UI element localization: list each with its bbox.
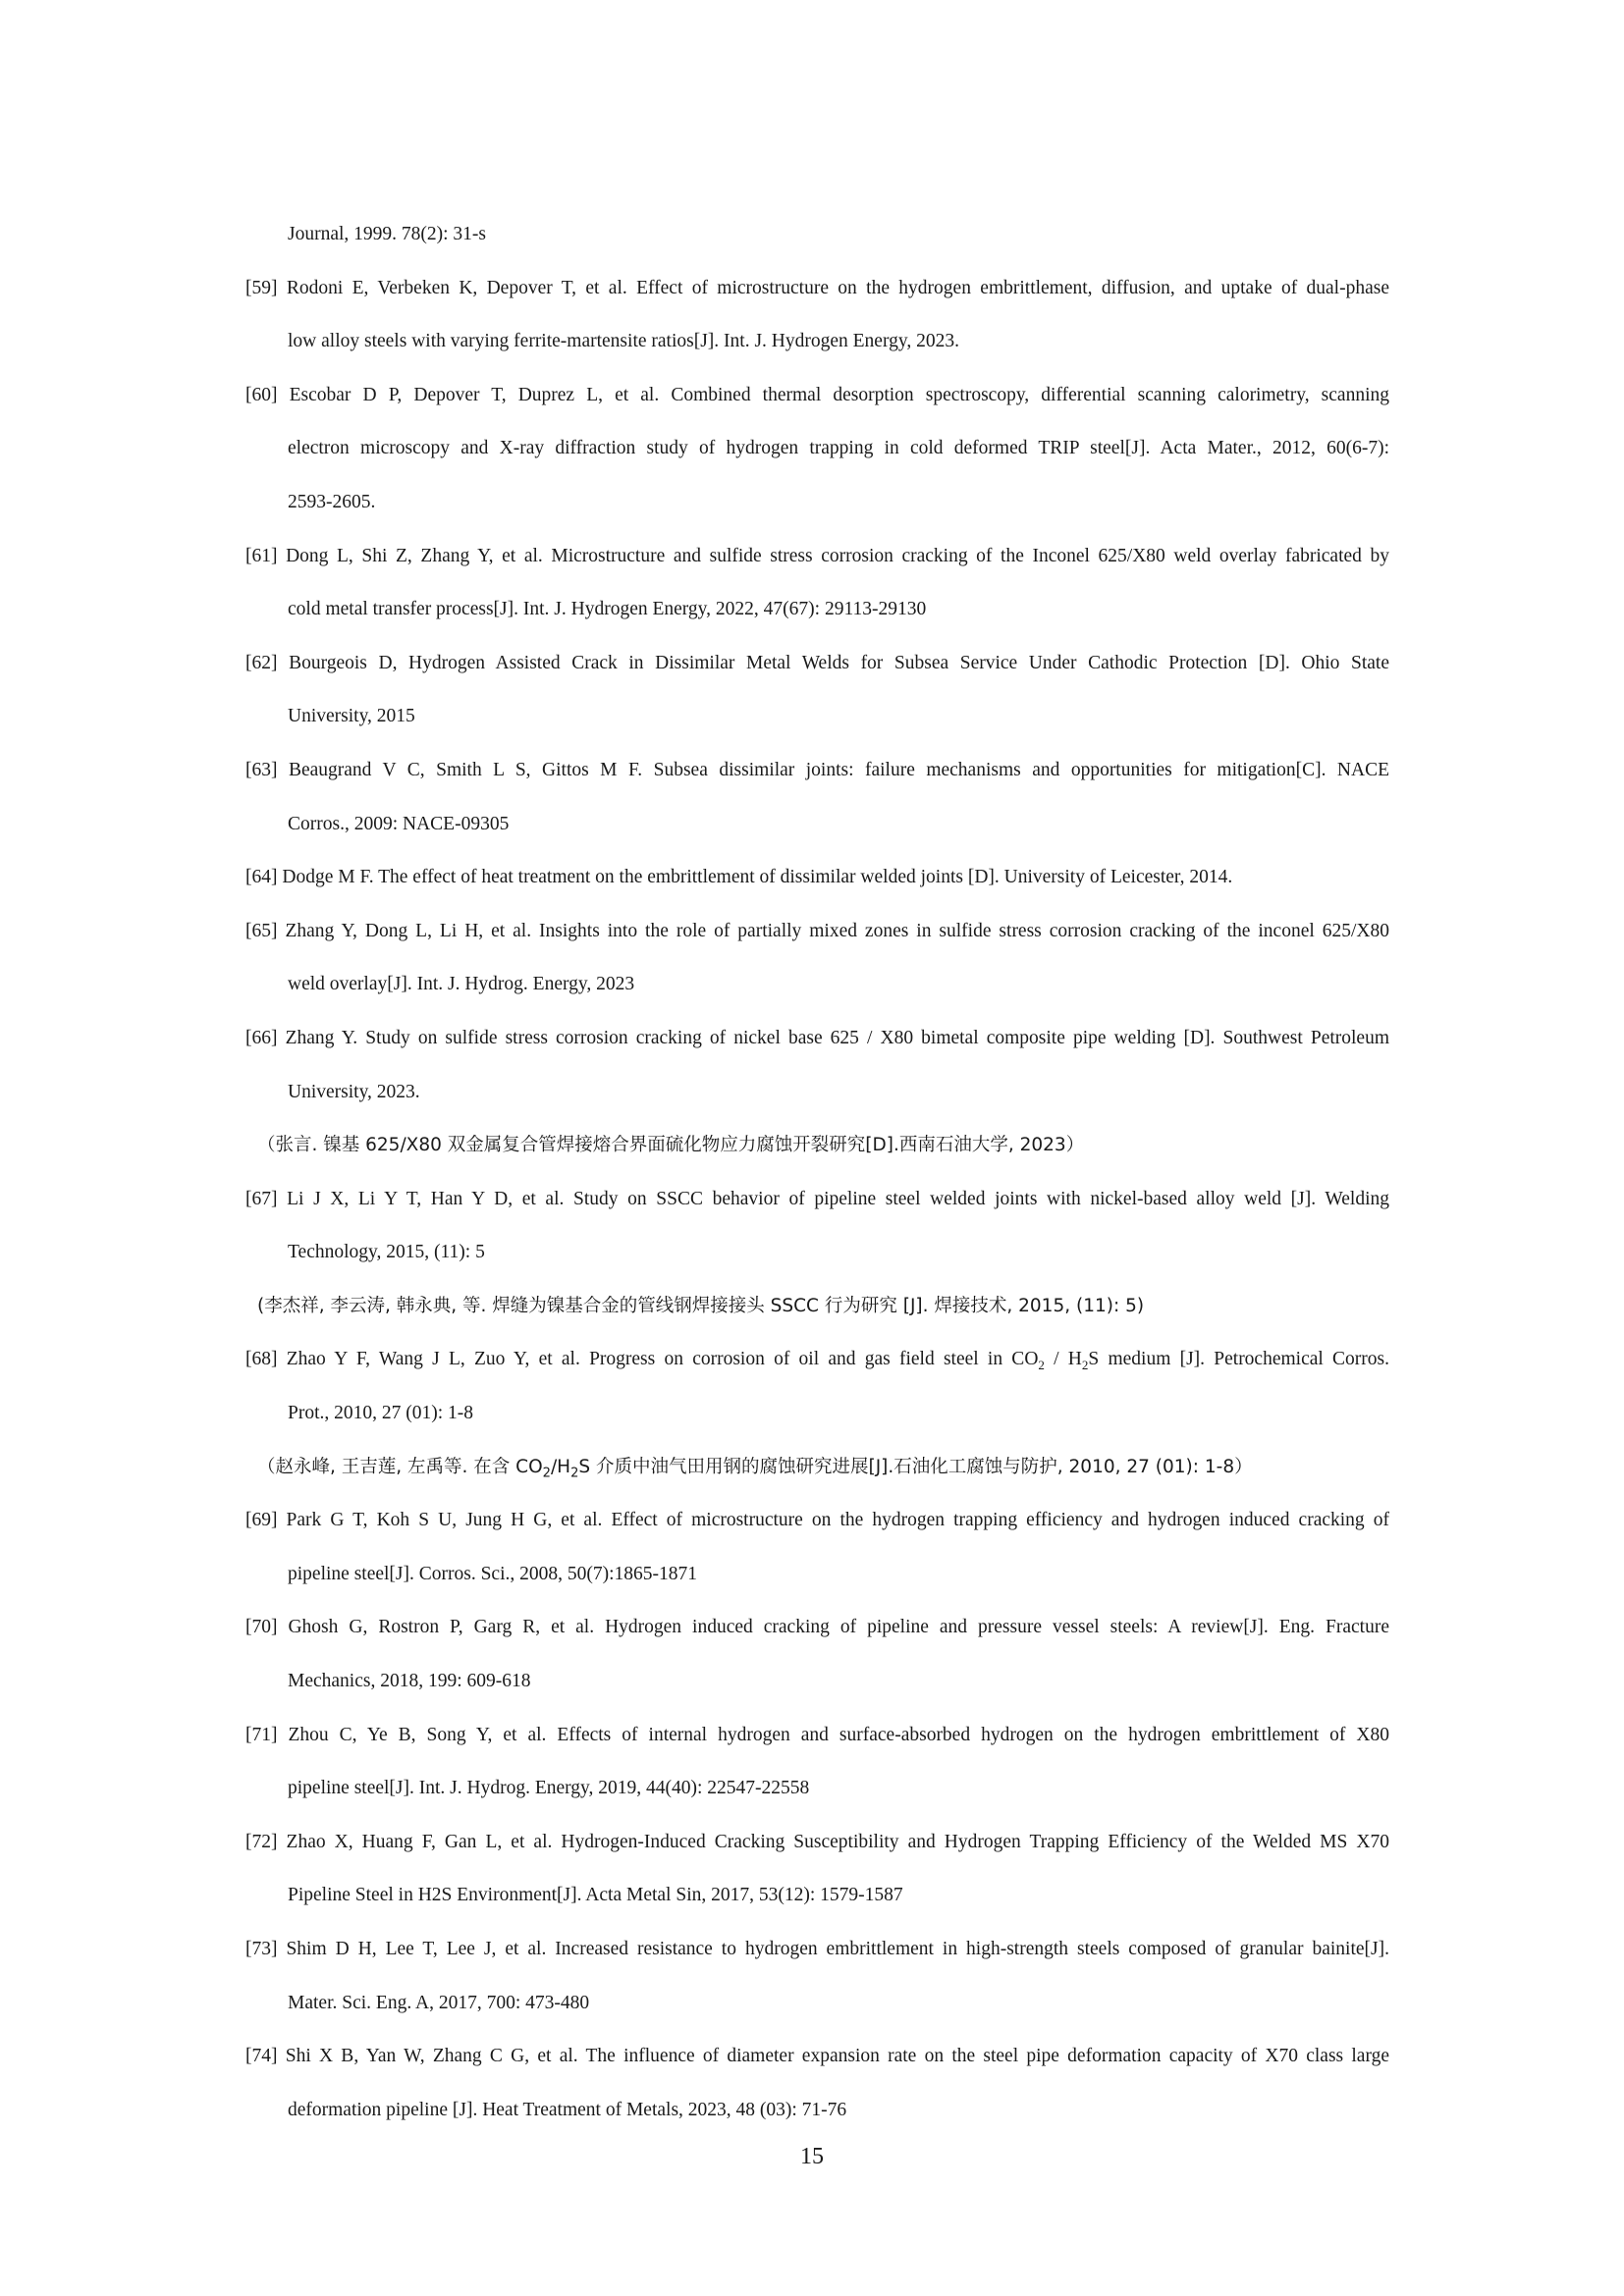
reference-line: [72] Zhao X, Huang F, Gan L, et al. Hydrogen-Induced Cracking Susceptibility and Hydrogen Trapping Efficiency of the Welded MS X70 [245, 1831, 1389, 1852]
reference-line: Prot., 2010, 27 (01): 1-8 [288, 1403, 474, 1424]
reference-line: Technology, 2015, (11): 5 [288, 1242, 485, 1263]
reference-line: [66] Zhang Y. Study on sulfide stress corrosion cracking of nickel base 625 / X80 bimetal composite pipe welding [D]. Southwest Petroleum [245, 1027, 1389, 1048]
reference-line: [73] Shim D H, Lee T, Lee J, et al. Increased resistance to hydrogen embrittlement in high-strength steels composed of granular bainite[J]. [245, 1939, 1389, 1959]
reference-line: [67] Li J X, Li Y T, Han Y D, et al. Study on SSCC behavior of pipeline steel welded joints with nickel-based alloy weld [J]. Welding [245, 1188, 1389, 1209]
reference-entry [245, 744, 1389, 851]
reference-entry [245, 1709, 1389, 1816]
reference-line: [59] Rodoni E, Verbeken K, Depover T, et al. Effect of microstructure on the hydrogen embrittlement, diffusion, and uptake of dual-phase [245, 277, 1389, 298]
reference-entry [245, 1012, 1389, 1173]
reference-line: pipeline steel[J]. Int. J. Hydrog. Energy, 2019, 44(40): 22547-22558 [288, 1778, 810, 1799]
reference-line: Pipeline Steel in H2S Environment[J]. Acta Metal Sin, 2017, 53(12): 1579-1587 [288, 1885, 903, 1906]
reference-line: electron microscopy and X-ray diffraction study of hydrogen trapping in cold deformed TRIP steel[J]. Acta Mater., 2012, 60(6-7): [288, 438, 1389, 459]
reference-entry [245, 1494, 1389, 1601]
page-number: 15 [800, 2144, 824, 2169]
reference-line: deformation pipeline [J]. Heat Treatment of Metals, 2023, 48 (03): 71-76 [288, 2099, 847, 2120]
reference-entry [245, 1173, 1389, 1334]
reference-translation-line: （赵永峰, 王吉莲, 左禹等. 在含 $CO_2/H_2S$ 介质中油气田用钢的腐蚀研究进展[J].石油化工腐蚀与防护, 2010, 27 (01): 1-8） [257, 1456, 1253, 1481]
reference-line: [65] Zhang Y, Dong L, Li H, et al. Insights into the role of partially mixed zones in sulfide stress corrosion cracking of the inconel 625/X80 [245, 920, 1389, 941]
reference-entry [245, 262, 1389, 369]
reference-line: low alloy steels with varying ferrite-martensite ratios[J]. Int. J. Hydrogen Energy, 2023. [288, 331, 959, 352]
reference-entry [245, 369, 1389, 530]
reference-entry [245, 905, 1389, 1012]
reference-line: Corros., 2009: NACE-09305 [288, 813, 510, 834]
reference-line: Mechanics, 2018, 199: 609-618 [288, 1671, 531, 1692]
reference-entry [245, 1923, 1389, 2030]
reference-list [245, 208, 1389, 2137]
reference-entry [245, 208, 1389, 262]
reference-entry [245, 1333, 1389, 1494]
reference-translation-line: (李杰祥, 李云涛, 韩永典, 等. 焊缝为镍基合金的管线钢焊接接头 SSCC 行为研究 [J]. 焊接技术, 2015, (11): 5) [257, 1295, 1145, 1316]
reference-entry [245, 851, 1389, 905]
reference-line: cold metal transfer process[J]. Int. J. Hydrogen Energy, 2022, 47(67): 29113-29130 [288, 599, 927, 620]
reference-line: [62] Bourgeois D, Hydrogen Assisted Crack in Dissimilar Metal Welds for Subsea Service Under Cathodic Protection [D]. Ohio State [245, 652, 1389, 673]
reference-line: [71] Zhou C, Ye B, Song Y, et al. Effects of internal hydrogen and surface-absorbed hydrogen on the hydrogen embrittlement of X80 [245, 1724, 1389, 1745]
reference-line: [60] Escobar D P, Depover T, Duprez L, et al. Combined thermal desorption spectroscopy, differential scanning calorimetry, scanning [245, 384, 1389, 405]
reference-line: [74] Shi X B, Yan W, Zhang C G, et al. The influence of diameter expansion rate on the steel pipe deformation capacity of X70 class large [245, 2046, 1389, 2067]
reference-line: Journal, 1999. 78(2): 31-s [288, 224, 487, 244]
reference-line: [64] Dodge M F. The effect of heat treatment on the embrittlement of dissimilar welded joints [D]. University of Leicester, 2014. [245, 867, 1233, 888]
reference-entry [245, 2030, 1389, 2137]
reference-line: 2593-2605. [288, 491, 376, 512]
reference-line: University, 2023. [288, 1081, 420, 1102]
reference-line: [63] Beaugrand V C, Smith L S, Gittos M F. Subsea dissimilar joints: failure mechanisms and opportunities for mitigation[C]. NACE [245, 759, 1389, 780]
reference-line: weld overlay[J]. Int. J. Hydrog. Energy, 2023 [288, 974, 635, 995]
reference-line: pipeline steel[J]. Corros. Sci., 2008, 50(7):1865-1871 [288, 1563, 698, 1584]
reference-entry [245, 637, 1389, 744]
reference-entry [245, 1601, 1389, 1708]
reference-entry [245, 530, 1389, 637]
reference-translation-line: （张言. 镍基 625/X80 双金属复合管焊接熔合界面硫化物应力腐蚀开裂研究[D].西南石油大学, 2023） [257, 1135, 1085, 1156]
reference-line: University, 2015 [288, 706, 415, 727]
reference-line: [61] Dong L, Shi Z, Zhang Y, et al. Microstructure and sulfide stress corrosion cracking of the Inconel 625/X80 weld overlay fabricated by [245, 545, 1389, 566]
reference-line: [70] Ghosh G, Rostron P, Garg R, et al. Hydrogen induced cracking of pipeline and pressure vessel steels: A review[J]. Eng. Fracture [245, 1617, 1389, 1638]
reference-line: [69] Park G T, Koh S U, Jung H G, et al. Effect of microstructure on the hydrogen trapping efficiency and hydrogen induced cracking of [245, 1510, 1389, 1531]
reference-line: [68] Zhao Y F, Wang J L, Zuo Y, et al. Progress on corrosion of oil and gas field steel in $CO_2 / H_2S$ medium [J]. Petrochemical Corros. [245, 1349, 1389, 1373]
reference-line: Mater. Sci. Eng. A, 2017, 700: 473-480 [288, 1992, 590, 2013]
reference-entry [245, 1816, 1389, 1923]
